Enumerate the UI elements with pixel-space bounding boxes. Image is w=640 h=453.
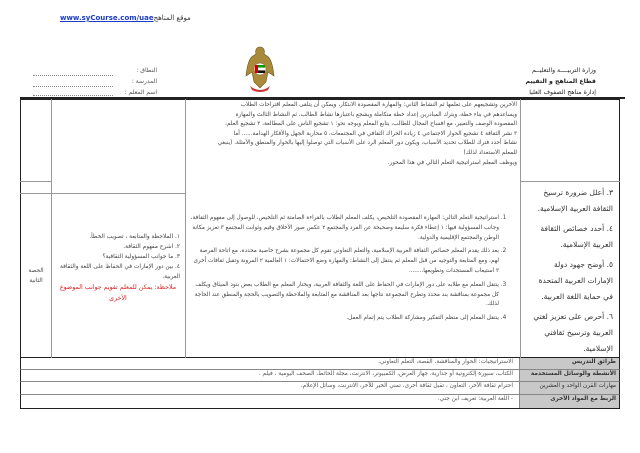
row-label: الأنشطة والوسائل المستخدمة (519, 370, 619, 381)
field-label-domain: النطاق : (136, 67, 157, 74)
procedure-item: 1. استراتيجية التعلم التالي: المهارة المقصودة التلخيص، يكلف المعلم الطلاب بالقراءة الصامتة ثم التلخيص، للوصول إلى مفهوم الثقافة، وجانب المسؤولية فيها: ١ إعطاء فكرة سليمة وصحيحة عن الفرد والمجتمع ٢ عكس صور الأخلاق وقيم وثوابت المجتمع ٣ تعزيز مكانة الوطن والمجتمع الإقليمية والدولية. (189, 214, 499, 243)
procedure-item: 4. ينتقل المعلم إلى منظم التفكير ومشاركة الطلاب يتم إتمام العمل. (189, 314, 499, 324)
text-line: ويساعدهم في بناء خطة، ويترك المبادرين إعداد خطة متكاملة ويشجع باعتبارها نشاط الطالب، ثم النشاط الثالث والمهارة (235, 111, 517, 118)
website-link-suffix: موقع المناهج (153, 14, 191, 22)
text-line: للمعلم الاستعداد لذلك) (463, 149, 517, 156)
evaluation-item: ٢. اشرح مفهوم الثقافة. (123, 244, 180, 250)
field-line-domain[interactable] (33, 75, 113, 76)
objectives-list (522, 183, 619, 359)
row-teaching-methods (20, 358, 620, 370)
evaluation-note: ملاحظة: يمكن للمعلم تقويم جوانب الموضوع الأخرى (59, 284, 177, 302)
objective-item: ٤. أحدد خصائص الثقافة العربية الإسلامية. (540, 224, 613, 249)
website-link-line (60, 14, 191, 22)
procedure-item: 2. بعد ذلك يقدم المعلم خصائص الثقافة العربية الإسلامية، والتعلم التعاوني تقوم كل مجموعة بشرح خاصية محددة، مع اتاحة الفرصة لهم، ومع المتابعة والتوجيه من قبل المعلم ثم ينتقل إلى النشاط: والمهارة وضع الاحتمالات: ١ العالمية ٢ المرونة وتقبل ثقافات أخرى ٣ استيعاب المستجدات وتطويعها........ (189, 247, 499, 276)
procedure-item: 3. ينتقل المعلم مع طلابه على دور الإمارات في الحفاظ على اللغة والثقافة العربية، ويختار المعلم مع الطلاب بعض بنود الميثاق ويكلف كل مجموعة بمناقشة بند محدد وتطرح المجموعة نتاجها بعد المناقشة مع المتابعة والملاحظة والتصويب بالحجة والمنطق عند الحاجة لذلك. (189, 281, 499, 310)
department-name: إدارة مناهج الصفوف العليا (529, 89, 596, 96)
evaluation-item: ١. الملاحظة والمتابعة ، تصويب الخطأ. (89, 234, 180, 240)
objective-item: ٣. أعلل ضرورة ترسيخ الثقافة العربية الإسلامية. (537, 188, 613, 213)
row-value: الكتاب، سبورة إلكترونية أو جدارية، جهاز العرض، الكمبيوتر، الانترنت، مجلة الحائط، الصحف اليومية ، فيلم . (258, 371, 513, 377)
field-label-school: المدرسة : (131, 78, 157, 85)
evaluation-item: ٤. بين دور الإمارات في الحفاظ على اللغة والثقافة العربية. (59, 264, 180, 280)
evaluation-list (56, 232, 180, 304)
field-label-teacher: اسم المعلم : (124, 89, 157, 96)
session-label: الحصة الثانية (28, 268, 44, 284)
objective-item: ٦. أحرص على تعزيز لغتي العربية وترسيخ ثقافتي الإسلامية. (533, 312, 613, 353)
procedures-list (189, 214, 517, 328)
row-label: الربط مع المواد الأخرى (519, 395, 619, 408)
text-line: ٣ نشر الثقافة ٤ تشجيع الحوار الاجتماعي ٤ زيادة الحراك الثقافي في المجتمعات، ٥ محاربة الجهل والأفكار الهدامة...... أما (233, 130, 517, 137)
sector-name: قطاع المناهج و التقييم (525, 78, 596, 85)
activities-top-block (189, 101, 517, 168)
row-activities-tools (20, 370, 620, 382)
text-line: ويوظف المعلم استراتيجية التعلم التالي في هذا المحور. (387, 159, 517, 166)
row-label: طرائق التدريس (519, 358, 619, 369)
field-line-teacher[interactable] (33, 95, 113, 96)
text-line: المقصودة الوصف والتعبير، مع افساح المجال للطالب، يتابع المعلم ويوجه نحو: ١ تشجيع الناس على المطالعة، ٢ تشجيع العلم، (225, 121, 517, 128)
website-link[interactable]: www.syCourse.com/uae (60, 14, 154, 22)
text-line: نشاط أحدد فترك للطلاب تحديد الأسباب، ويكون دور المعلم الرد على الأسباب التي توصلوا إليها بالحوار والمنطق والأمثلة. (ينبغي (217, 140, 517, 147)
row-value: احترام ثقافة الآخر، التعاون ، تقبل ثقافة أخرى، تمني الخير للآخر، الانترنت، وسائل الإعلام. (300, 383, 513, 389)
row-value: - اللغة العربية: تعريف ابن جني. (437, 396, 513, 402)
text-line: الآخرين وتشجيعهم على تعلمها ثم النشاط الثاني: والمهارة المقصودة الابتكار، ويمكن أن يتلقى المعلم اقتراحات الطلاب (240, 102, 517, 108)
row-label: مهارات القرن الواحد و العشرين (519, 382, 619, 394)
row-cross-subject-links (20, 395, 620, 409)
objective-item: ٥. أوضح جهود دولة الإمارات العربية المتحدة في حماية اللغة العربية. (538, 260, 613, 301)
row-value: الاستراتيجيات: الحوار والمناقشة، القصة، التعلم التعاوني. (378, 359, 513, 365)
evaluation-item: ٣. ما جوانب المسؤولية الثقافية؟ (102, 254, 180, 260)
field-line-school[interactable] (33, 86, 113, 87)
uae-emblem-icon (244, 44, 276, 94)
row-21st-century-skills (20, 382, 620, 395)
ministry-name: وزارة التربيــــة والتعليــم (531, 67, 596, 74)
